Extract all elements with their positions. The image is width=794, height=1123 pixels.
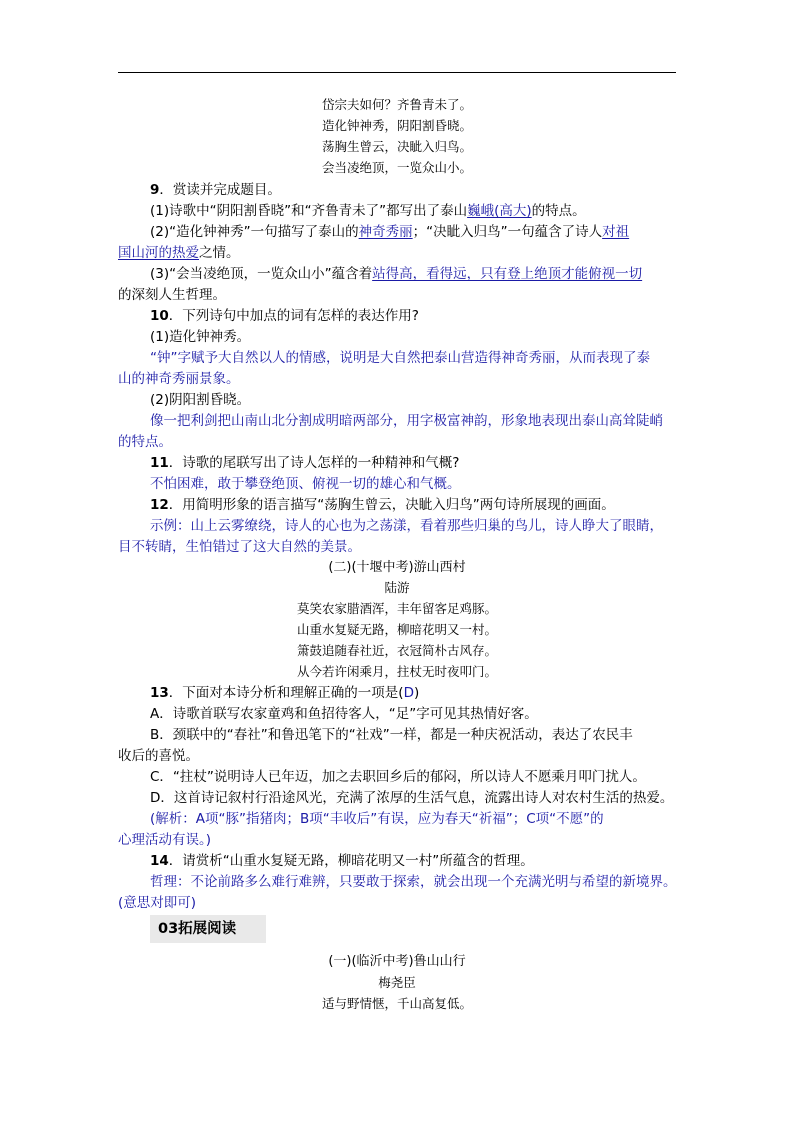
question-14: 14．请赏析“山重水复疑无路，柳暗花明又一村”所蕴含的哲理。 xyxy=(150,853,534,869)
poem-author: 梅尧臣 xyxy=(378,975,416,990)
question-11: 11．诗歌的尾联写出了诗人怎样的一种精神和气概? xyxy=(150,455,460,471)
q10-answer-2-cont: 的特点。 xyxy=(118,434,172,450)
q13-option-b-cont: 收后的喜悦。 xyxy=(118,748,199,764)
q9-part-1: (1)诗歌中“阴阳割昏晓”和“齐鲁青未了”都写出了泰山巍峨(高大)的特点。 xyxy=(150,203,586,219)
answer-text: 神奇秀丽 xyxy=(358,224,413,240)
q11-answer: 不怕困难，敢于攀登绝顶、俯视一切的雄心和气概。 xyxy=(150,476,461,492)
q14-answer-cont: (意思对即可) xyxy=(118,895,197,911)
question-12: 12．用简明形象的语言描写“荡胸生曾云，决眦入归鸟”两句诗所展现的画面。 xyxy=(150,497,615,513)
q12-answer-cont: 目不转睛，生怕错过了这大自然的美景。 xyxy=(118,539,361,555)
q14-answer: 哲理：不论前路多么难行难辨，只要敢于探索，就会出现一个充满光明与希望的新境界。 xyxy=(150,874,677,890)
question-13: 13．下面对本诗分析和理解正确的一项是(D) xyxy=(150,685,420,701)
q12-answer: 示例：山上云雾缭绕，诗人的心也为之荡漾，看着那些归巢的鸟儿，诗人睁大了眼睛， xyxy=(150,518,663,534)
answer-text: D xyxy=(403,685,414,701)
q9-part-3: (3)“会当凌绝顶，一览众山小”蕴含着站得高，看得远，只有登上绝顶才能俯视一切 xyxy=(150,266,643,282)
question-9: 9．赏读并完成题目。 xyxy=(150,182,281,198)
section-heading: 03拓展阅读 xyxy=(150,915,266,943)
poem-line: 会当凌绝顶，一览众山小。 xyxy=(321,160,472,175)
poem-line: 山重水复疑无路，柳暗花明又一村。 xyxy=(296,622,497,637)
q10-answer-1-cont: 山的神奇秀丽景象。 xyxy=(118,371,240,387)
q13-option-b: B．颈联中的“春社”和鲁迅笔下的“社戏”一样，都是一种庆祝活动，表达了农民丰 xyxy=(150,727,633,743)
q13-option-a: A．诗歌首联写农家童鸡和鱼招待客人，“足”字可见其热情好客。 xyxy=(150,706,538,722)
poem-line: 荡胸生曾云，决眦入归鸟。 xyxy=(321,139,472,154)
q9-part-2: (2)“造化钟神秀”一句描写了泰山的神奇秀丽；“决眦入归鸟”一句蕴含了诗人对祖 xyxy=(150,224,630,240)
poem-line: 莫笑农家腊酒浑，丰年留客足鸡豚。 xyxy=(296,601,497,616)
answer-text: 站得高，看得远，只有登上绝顶才能俯视一切 xyxy=(372,266,643,282)
q9-part-3-cont: 的深刻人生哲理。 xyxy=(118,287,226,303)
q13-option-d: D．这首诗记叙村行沿途风光，充满了浓厚的生活气息，流露出诗人对农村生活的热爱。 xyxy=(150,790,674,806)
q13-explanation: (解析：A项“豚”指猪肉；B项“丰收后”有误，应为春天“祈福”；C项“不愿”的 xyxy=(150,811,604,827)
poem-line: 适与野情惬，千山高复低。 xyxy=(321,996,472,1011)
header-rule xyxy=(118,72,676,73)
answer-text: 国山河的热爱 xyxy=(118,245,199,261)
poem-line: 从今若许闲乘月，拄杖无时夜叩门。 xyxy=(296,664,497,679)
answer-text: 对祖 xyxy=(602,224,630,240)
section-3-title: (一)(临沂中考)鲁山山行 xyxy=(328,954,466,969)
poem-line: 造化钟神秀，阴阳割昏晓。 xyxy=(321,118,472,133)
q13-explanation-cont: 心理活动有误。) xyxy=(118,832,212,848)
poem-line: 岱宗夫如何？齐鲁青未了。 xyxy=(321,97,472,112)
q10-sub-1: (1)造化钟神秀。 xyxy=(150,329,251,345)
poem-line: 箫鼓追随春社近，衣冠简朴古风存。 xyxy=(296,643,497,658)
q10-answer-2: 像一把利剑把山南山北分割成明暗两部分，用字极富神韵，形象地表现出泰山高耸陡峭 xyxy=(150,413,663,429)
q9-part-2-cont: 国山河的热爱之情。 xyxy=(118,245,240,261)
q13-option-c: C．“拄杖”说明诗人已年迈，加之去职回乡后的郁闷，所以诗人不愿乘月叩门扰人。 xyxy=(150,769,646,785)
q10-sub-2: (2)阴阳割昏晓。 xyxy=(150,392,251,408)
poem-author: 陆游 xyxy=(384,580,410,595)
q10-answer-1: “钟”字赋予大自然以人的情感，说明是大自然把泰山营造得神奇秀丽，从而表现了泰 xyxy=(150,350,650,366)
question-10: 10．下列诗句中加点的词有怎样的表达作用? xyxy=(150,308,419,324)
answer-text: 巍峨(高大) xyxy=(467,203,532,219)
section-2-title: (二)(十堰中考)游山西村 xyxy=(328,560,466,575)
